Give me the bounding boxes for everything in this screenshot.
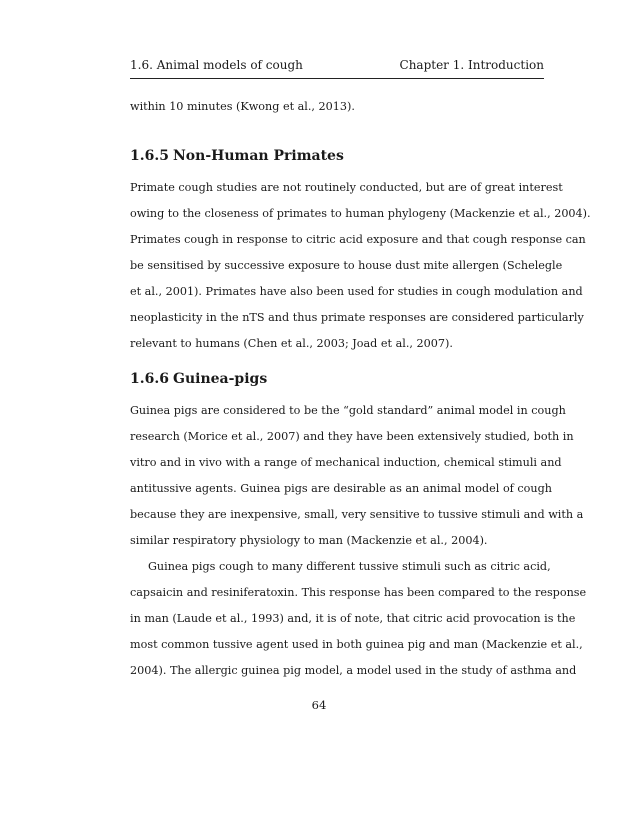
text-line: in man (Laude et al., 1993) and, it is of note, that citric acid provocation is the bbox=[130, 612, 576, 625]
header-chapter-title: Chapter 1. Introduction bbox=[399, 58, 544, 72]
text-line: capsaicin and resiniferatoxin. This response has been compared to the response bbox=[130, 586, 587, 599]
text-line: neoplasticity in the nTS and thus primate responses are considered particularly bbox=[130, 311, 584, 324]
text-line: owing to the closeness of primates to human phylogeny (Mackenzie et al., 2004). bbox=[130, 207, 591, 220]
text-line: similar respiratory physiology to man (Mackenzie et al., 2004). bbox=[130, 534, 488, 547]
text-line: Primates cough in response to citric acid exposure and that cough response can bbox=[130, 233, 586, 246]
guinea-pigs-paragraph-1 bbox=[130, 398, 584, 554]
text-line: research (Morice et al., 2007) and they have been extensively studied, both in bbox=[130, 430, 574, 443]
text-line: vitro and in vivo with a range of mechanical induction, chemical stimuli and bbox=[130, 456, 562, 469]
section-heading-guinea-pigs bbox=[130, 371, 267, 387]
section-number: 1.6.6 bbox=[130, 371, 169, 387]
text-line: be sensitised by successive exposure to house dust mite allergen (Schelegle bbox=[130, 259, 563, 272]
intro-paragraph bbox=[130, 94, 544, 120]
primates-paragraph bbox=[130, 175, 591, 357]
text-line: most common tussive agent used in both guinea pig and man (Mackenzie et al., bbox=[130, 638, 583, 651]
section-number: 1.6.5 bbox=[130, 148, 169, 164]
text-line: relevant to humans (Chen et al., 2003; Joad et al., 2007). bbox=[130, 337, 453, 350]
text-line: et al., 2001). Primates have also been used for studies in cough modulation and bbox=[130, 285, 583, 298]
section-heading-primates bbox=[130, 148, 344, 164]
text-line: antitussive agents. Guinea pigs are desirable as an animal model of cough bbox=[130, 482, 552, 495]
section-title: Non-Human Primates bbox=[173, 148, 344, 164]
running-header bbox=[130, 58, 544, 79]
header-section-title: 1.6. Animal models of cough bbox=[130, 58, 303, 72]
text-line: 2004). The allergic guinea pig model, a model used in the study of asthma and bbox=[130, 664, 577, 677]
text-line: Guinea pigs cough to many different tussive stimuli such as citric acid, bbox=[148, 560, 551, 573]
page-number: 64 bbox=[311, 698, 327, 712]
text-line: within 10 minutes (Kwong et al., 2013). bbox=[130, 100, 355, 113]
section-title: Guinea-pigs bbox=[173, 371, 268, 387]
text-line: Guinea pigs are considered to be the “gold standard” animal model in cough bbox=[130, 404, 566, 417]
text-line: because they are inexpensive, small, very sensitive to tussive stimuli and with a bbox=[130, 508, 584, 521]
guinea-pigs-paragraph-2 bbox=[130, 554, 587, 684]
text-line: Primate cough studies are not routinely conducted, but are of great interest bbox=[130, 181, 563, 194]
